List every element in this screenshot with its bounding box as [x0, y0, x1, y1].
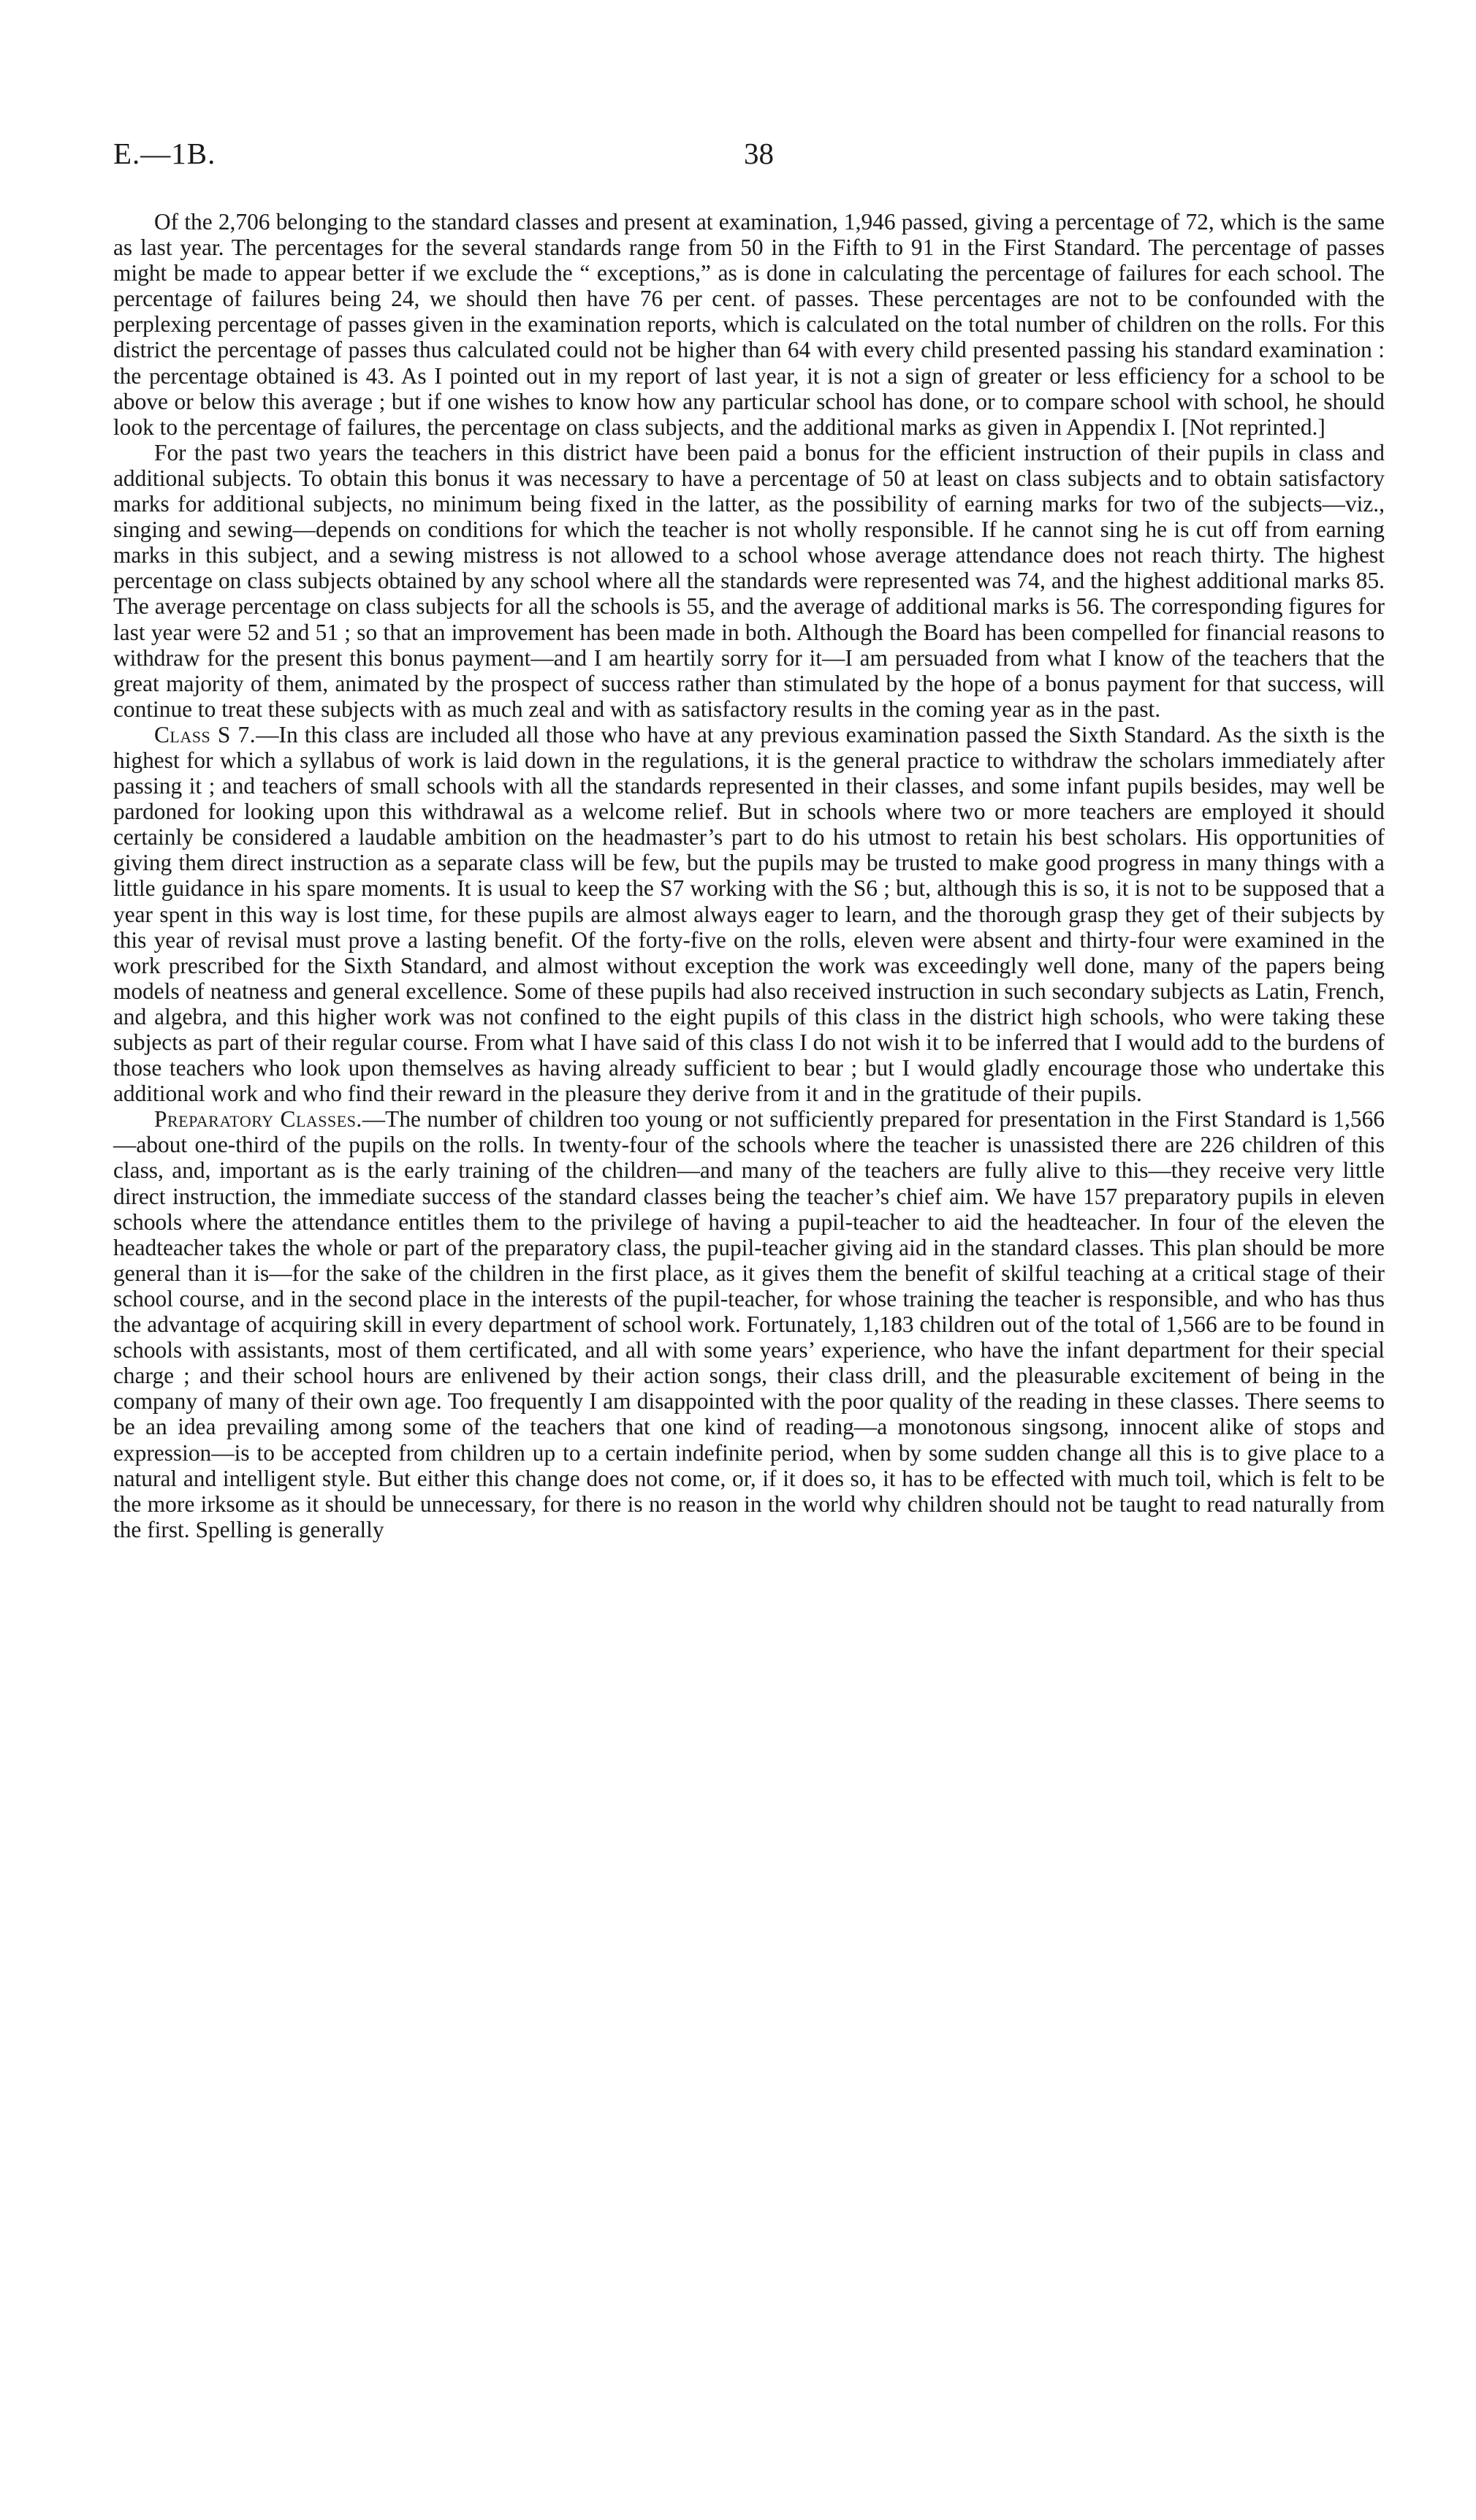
body-text: [113, 209, 1385, 1542]
paragraph-passes: [113, 209, 1385, 440]
section-heading: Class S 7.: [154, 721, 256, 747]
paragraph-bonus: [113, 440, 1385, 722]
paragraph-text: For the past two years the teachers in this district have been paid a bonus for the efficient instruction of their pupils in class and additional subjects. To obtain this bonus it was necessary to have a percentage of 50 at least on class subjects and to obtain satisfactory marks for additional subjects, no minimum being fixed in the latter, as the possibility of earning marks for two of the subjects—viz., singing and sewing—depends on conditions for which the teacher is not wholly responsible. If he cannot sing he is cut off from earning marks in this subject, and a sewing mistress is not allowed to a school whose average attendance does not reach thirty. The highest percentage on class subjects obtained by any school where all the standards were represented was 74, and the highest additional marks 85. The average percentage on class subjects for all the schools is 55, and the average of additional marks is 56. The corresponding figures for last year were 52 and 51 ; so that an improvement has been made in both. Although the Board has been compelled for financial reasons to withdraw for the present this bonus payment—and I am heartily sorry for it—I am persuaded from what I know of the teachers that the great majority of them, animated by the prospect of success rather than stimulated by the hope of a bonus payment for that success, will continue to treat these subjects with as much zeal and with as satisfactory results in the coming year as in the past.: [113, 439, 1385, 722]
document-reference: E.—1B.: [113, 137, 216, 170]
page-number: 38: [744, 137, 774, 170]
paragraph-text: —The number of children too young or not sufficiently prepared for presentation in the First Standard is 1,566—about one-third of the pupils on the rolls. In twenty-four of the schools where the teacher is unassisted there are 226 children of this class, and, important as is the early training of the children—and many of the teachers are fully alive to this—they receive very little direct instruction, the immediate success of the standard classes being the teacher’s chief aim. We have 157 preparatory pupils in eleven schools where the attendance entitles them to the privilege of having a pupil-teacher to aid the headteacher. In four of the eleven the headteacher takes the whole or part of the preparatory class, the pupil-teacher giving aid in the standard classes. This plan should be more general than it is—for the sake of the children in the first place, as it gives them the benefit of skilful teaching at a critical stage of their school course, and in the second place in the interests of the pupil-teacher, for whose training the teacher is responsible, and who has thus the advantage of acquiring skill in every department of school work. Fortunately, 1,183 children out of the total of 1,566 are to be found in schools with assistants, most of them certificated, and all with some years’ experience, who have the infant department for their special charge ; and their school hours are enlivened by their action songs, their class drill, and the pleasurable excitement of being in the company of many of their own age. Too frequently I am disappointed with the poor quality of the reading in these classes. There seems to be an idea prevailing among some of the teachers that one kind of reading—a monotonous singsong, innocent alike of stops and expression—is to be accepted from children up to a certain indefinite period, when by some sudden change all this is to give place to a natural and intelligent style. But either this change does not come, or, if it does so, it has to be effected with much toil, which is felt to be the more irksome as it should be unnecessary, for there is no reason in the world why children should not be taught to read naturally from the first. Spelling is generally: [113, 1106, 1385, 1542]
paragraph-text: —In this class are included all those who have at any previous examination passed the Sixth Standard. As the sixth is the highest for which a syllabus of work is laid down in the regulations, it is the general practice to withdraw the scholars immediately after passing it ; and teachers of small schools with all the standards represented in their classes, and some infant pupils besides, may well be pardoned for looking upon this withdrawal as a welcome relief. But in schools where two or more teachers are employed it should certainly be considered a laudable ambition on the headmaster’s part to do his utmost to retain his best scholars. His opportunities of giving them direct instruction as a separate class will be few, but the pupils may be trusted to make good progress in many things with a little guidance in his spare moments. It is usual to keep the S7 working with the S6 ; but, although this is so, it is not to be supposed that a year spent in this way is lost time, for these pupils are almost always eager to learn, and the thorough grasp they get of their subjects by this year of revisal must prove a lasting benefit. Of the forty-five on the rolls, eleven were absent and thirty-four were examined in the work prescribed for the Sixth Standard, and almost without exception the work was exceedingly well done, many of the papers being models of neatness and general excellence. Some of these pupils had also received instruction in such secondary subjects as Latin, French, and algebra, and this higher work was not confined to the eight pupils of this class in the district high schools, who were taking these subjects as part of their regular course. From what I have said of this class I do not wish it to be inferred that I would add to the burdens of those teachers who look upon themselves as having already sufficient to bear ; but I would gladly encourage those who undertake this additional work and who find their reward in the pleasure they derive from it and in the gratitude of their pupils.: [113, 721, 1385, 1107]
running-header: [113, 136, 1385, 172]
paragraph-text: Of the 2,706 belonging to the standard classes and present at examination, 1,946 passed, giving a percentage of 72, which is the same as last year. The percentages for the several standards range from 50 in the Fifth to 91 in the First Standard. The percentage of passes might be made to appear better if we exclude the “ exceptions,” as is done in calculating the percentage of failures for each school. The percentage of failures being 24, we should then have 76 per cent. of passes. These percentages are not to be confounded with the perplexing percentage of passes given in the examination reports, which is calculated on the total number of children on the rolls. For this district the percentage of passes thus calculated could not be higher than 64 with every child presented passing his standard examination : the percentage obtained is 43. As I pointed out in my report of last year, it is not a sign of greater or less efficiency for a school to be above or below this average ; but if one wishes to know how any particular school has done, or to compare school with school, he should look to the percentage of failures, the percentage on class subjects, and the additional marks as given in Appendix I. [Not reprinted.]: [113, 209, 1385, 440]
paragraph-class-s7: [113, 722, 1385, 1106]
section-heading: Preparatory Classes.: [154, 1106, 362, 1133]
paragraph-preparatory-classes: [113, 1106, 1385, 1542]
